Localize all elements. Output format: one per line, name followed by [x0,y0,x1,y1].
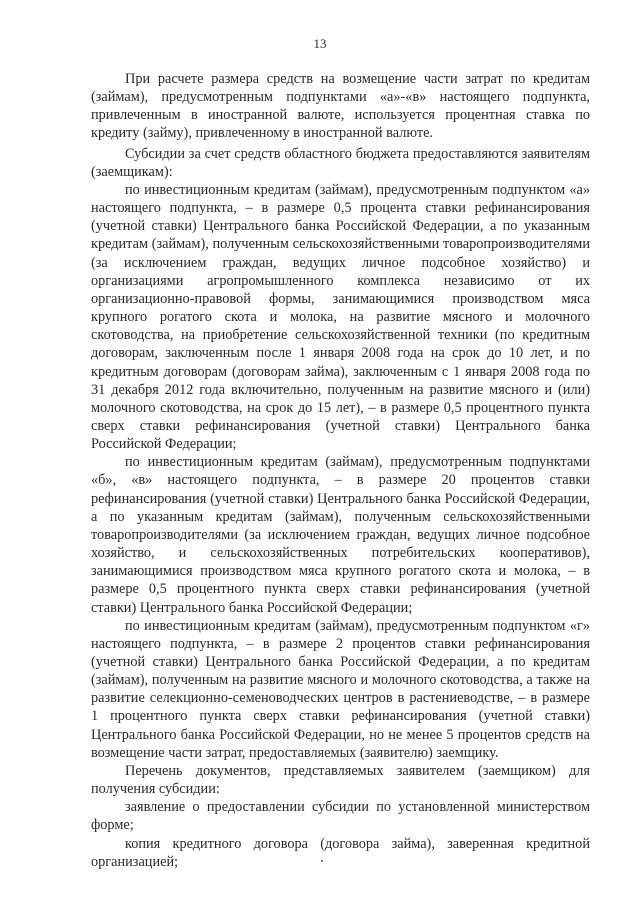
paragraph-subpoints-b-v: по инвестиционным кредитам (займам), предусмотренным подпунктами «б», «в» настоящего подпункта, – в размере 20 процентов ставки рефинансирования (учетной ставки) Центрального банка Российской Федерации, а по указанным кредитам (займам), полученным сельскохозяйственными товаропроизводителями (за исключением граждан, ведущих личное подсобное хозяйство, и сельскохозяйственных потребительских кооперативов), занимающимися производством мяса крупного рогатого скота и молока, – в размере 0,5 процентного пункта сверх ставки рефинансирования (учетной ставки) Центрального банка Российской Федерации; [91,454,590,616]
page-number: 13 [313,36,327,51]
paragraph-application-form: заявление о предоставлении субсидии по установленной министерством форме; [91,799,590,834]
footer-dot [321,860,323,862]
paragraph-subpoint-g: по инвестиционным кредитам (займам), предусмотренным подпунктом «г» настоящего подпункта, – в размере 2 процентов ставки рефинансирования (учетной ставки) Центрального банка Российской Федерации, а по кредитам (займам), полученным на развитие мясного и молочного скотоводства, а также на развитие селекционно-семеноводческих центров в растениеводстве, – в размере 1 процентного пункта сверх ставки рефинансирования (учетной ставки) Центрального банка Российской Федерации, но не менее 5 процентов средств на возмещение части затрат, предоставляемых (заявителю) заемщику. [91,617,590,761]
paragraph-documents-list-intro: Перечень документов, представляемых заявителем (заемщиком) для получения субсидии: [91,762,590,798]
paragraph-loan-agreement-copy: копия кредитного договора (договора займа), заверенная кредитной организацией; [91,835,590,870]
paragraph-subsidy-intro: Субсидии за счет средств областного бюджета предоставляются заявителям (заемщикам): [91,145,590,180]
paragraph-subpoint-a: по инвестиционным кредитам (займам), предусмотренным подпунктом «а» настоящего подпункта, – в размере 0,5 процента ставки рефинансирования (учетной ставки) Центрального банка Российской Федерации, а по указанным кредитам (займам), полученным сельскохозяйственными товаропроизводителями (за исключением граждан, ведущих личное подсобное хозяйство) и организациями агропромышленного комплекса независимо от их организационно-правовой формы, занимающимися производством мяса крупного рогатого скота и молока, на развитие мясного и молочного скотоводства, на приобретение сельскохозяйственной техники (по кредитным договорам, заключенным после 1 января 2008 года на срок до 10 лет, и по кредитным договорам (договорам займа), заключенным с 1 января 2008 года по 31 декабря 2012 года включительно, полученным на развитие мясного и (или) молочного скотоводства, на срок до 15 лет), – в размере 0,5 процентного пункта сверх ставки рефинансирования (учетной ставки) Центрального банка Российской Федерации; [91,181,590,453]
document-body [91,70,590,871]
paragraph-foreign-currency-rate: При расчете размера средств на возмещение части затрат по кредитам (займам), предусмотренным подпунктами «а»-«в» настоящего подпункта, привлеченным в иностранной валюте, используется процентная ставка по кредиту (займу), привлеченному в иностранной валюте. [91,71,590,142]
